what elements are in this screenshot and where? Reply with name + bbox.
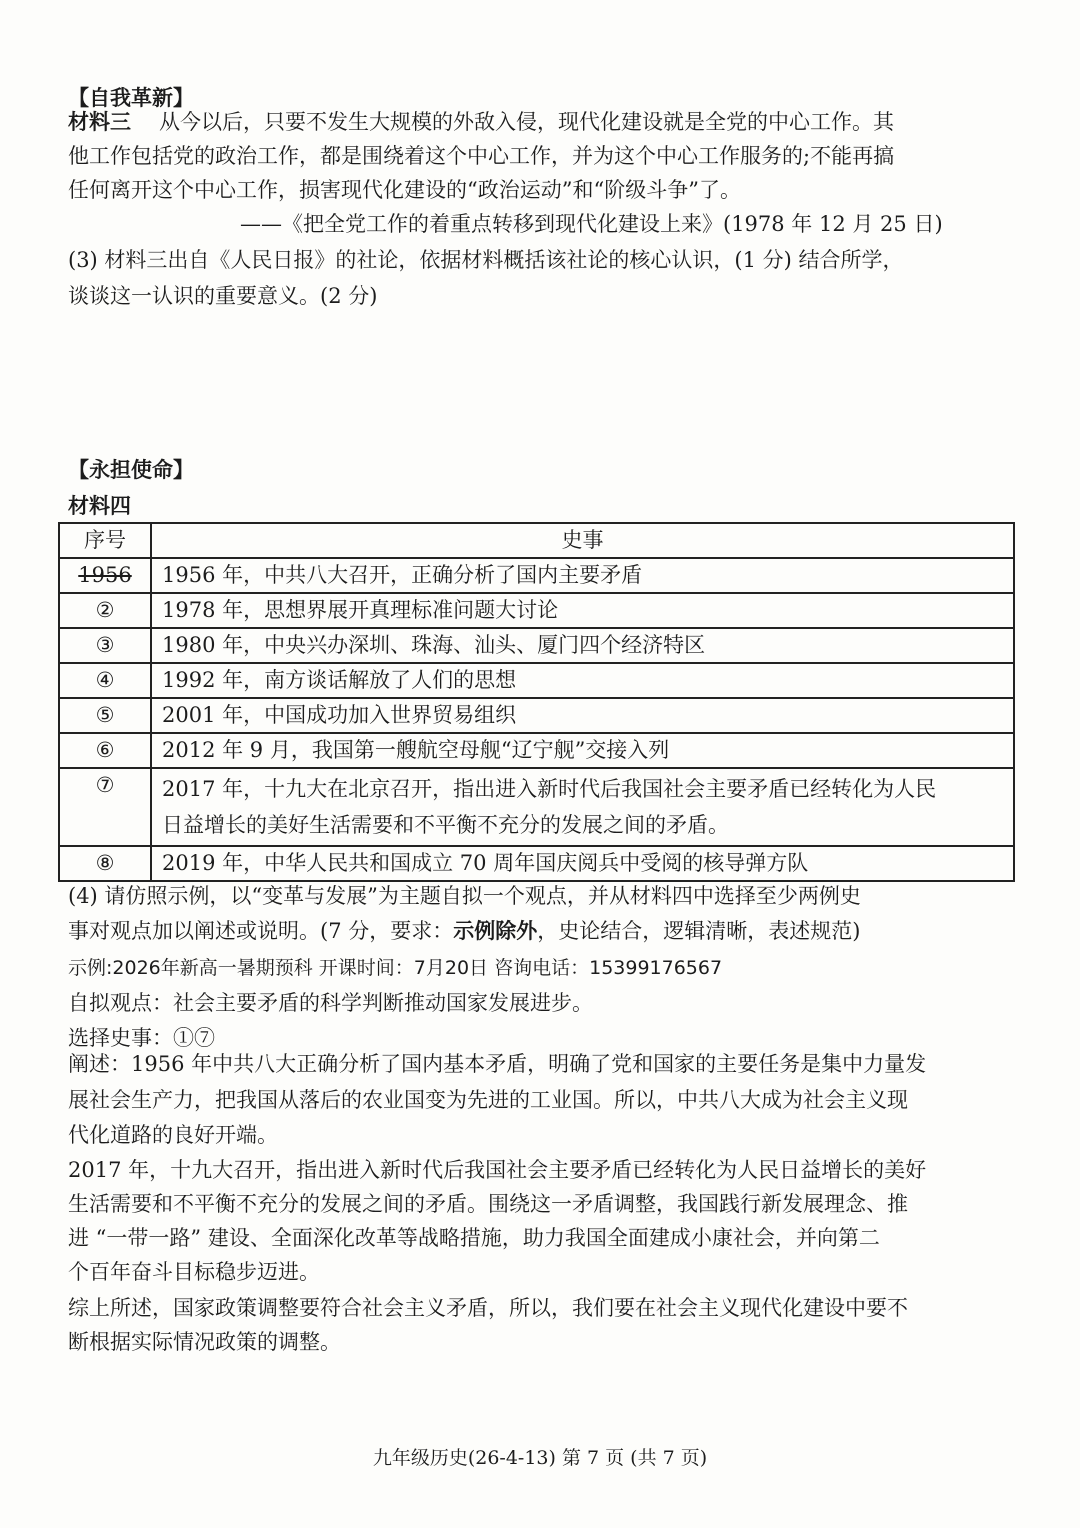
row-event-line-1: 2017 年，十九大在北京召开，指出进入新时代后我国社会主要矛盾已经转化为人民 [162, 777, 937, 801]
row-event: 1992 年，南方谈话解放了人们的思想 [151, 663, 1014, 698]
question-three-line-2: 谈谈这一认识的重要意义。(2 分) [68, 284, 378, 308]
row-number: ⑦ [59, 768, 151, 846]
essay-line: 生活需要和不平衡不充分的发展之间的矛盾。围绕这一矛盾调整，我国践行新发展理念、推 [68, 1192, 908, 1216]
row-event-line-2: 日益增长的美好生活需要和不平衡不充分的发展之间的矛盾。 [162, 813, 729, 837]
history-events-table [58, 522, 1015, 882]
table-row [59, 846, 1014, 881]
table-row [59, 558, 1014, 593]
question-four-line-1: (4) 请仿照示例，以“变革与发展”为主题自拟一个观点，并从材料四中选择至少两例史 [68, 884, 861, 908]
table-row [59, 593, 1014, 628]
row-event: 2019 年，中华人民共和国成立 70 周年国庆阅兵中受阅的核导弹方队 [151, 846, 1014, 881]
row-event: 1978 年，思想界展开真理标准问题大讨论 [151, 593, 1014, 628]
essay-line: 断根据实际情况政策的调整。 [68, 1330, 341, 1354]
question-three-line-1: (3) 材料三出自《人民日报》的社论，依据材料概括该社论的核心认识，(1 分) 结合所学， [68, 248, 904, 272]
column-header-number: 序号 [59, 523, 151, 558]
page-footer: 九年级历史(26-4-13) 第 7 页 (共 7 页) [372, 1447, 708, 1469]
essay-line: 2017 年，十九大召开，指出进入新时代后我国社会主要矛盾已经转化为人民日益增长的美好 [68, 1158, 927, 1182]
row-number: ④ [59, 663, 151, 698]
section-heading-mission: 【永担使命】 [68, 457, 194, 482]
row-number: ⑤ [59, 698, 151, 733]
essay-line: 阐述：1956 年中共八大正确分析了国内基本矛盾，明确了党和国家的主要任务是集中力量发 [68, 1052, 927, 1076]
column-header-event: 史事 [151, 523, 1014, 558]
row-event: 1956 年，中共八大召开，正确分析了国内主要矛盾 [151, 558, 1014, 593]
material-three-citation: ——《把全党工作的着重点转移到现代化建设上来》(1978 年 12 月 25 日) [240, 212, 943, 236]
row-event: 2012 年 9 月，我国第一艘航空母舰“辽宁舰”交接入列 [151, 733, 1014, 768]
question-four-emphasis: 示例除外 [453, 918, 538, 943]
row-number: ⑥ [59, 733, 151, 768]
essay-line: 个百年奋斗目标稳步迈进。 [68, 1260, 320, 1284]
material-three-line-1 [68, 104, 1013, 140]
essay-line: 代化道路的良好开端。 [68, 1123, 278, 1147]
row-number: 1956 [59, 558, 151, 593]
essay-line: 展社会生产力，把我国从落后的农业国变为先进的工业国。所以，中共八大成为社会主义现 [68, 1088, 908, 1112]
material-three-line-2: 他工作包括党的政治工作，都是围绕着这个中心工作，并为这个中心工作服务的;不能再搞 [68, 144, 895, 168]
table-row [59, 698, 1014, 733]
table-row [59, 768, 1014, 846]
selected-events-line: 选择史事：①⑦ [68, 1026, 215, 1050]
table-row [59, 733, 1014, 768]
material-three-label: 材料三 [68, 109, 131, 134]
promo-line: 示例:2026年新高一暑期预科 开课时间：7月20日 咨询电话：15399176567 [68, 957, 723, 979]
material-three-text: 从今以后，只要不发生大规模的外敌入侵，现代化建设就是全党的中心工作。其 [159, 110, 894, 134]
section-heading-self-reform: 【自我革新】 [68, 85, 194, 110]
essay-line: 综上所述，国家政策调整要符合社会主义矛盾，所以，我们要在社会主义现代化建设中要不 [68, 1296, 908, 1320]
row-event [151, 768, 1014, 846]
question-four-line-2 [68, 913, 1013, 949]
row-event: 2001 年，中国成功加入世界贸易组织 [151, 698, 1014, 733]
material-four-label: 材料四 [68, 493, 131, 518]
material-three-line-3: 任何离开这个中心工作，损害现代化建设的“政治运动”和“阶级斗争”了。 [68, 178, 741, 202]
table-row [59, 628, 1014, 663]
table-header-row [59, 523, 1014, 558]
viewpoint-line: 自拟观点：社会主要矛盾的科学判断推动国家发展进步。 [68, 991, 593, 1015]
question-four-text-b: ，史论结合，逻辑清晰，表述规范) [537, 919, 861, 943]
table-row [59, 663, 1014, 698]
row-event: 1980 年，中央兴办深圳、珠海、汕头、厦门四个经济特区 [151, 628, 1014, 663]
essay-line: 进 “一带一路” 建设、全面深化改革等战略措施，助力我国全面建成小康社会，并向第二 [68, 1226, 880, 1250]
row-number: ② [59, 593, 151, 628]
row-number: ⑧ [59, 846, 151, 881]
row-number: ③ [59, 628, 151, 663]
question-four-text-a: 事对观点加以阐述或说明。(7 分，要求： [68, 919, 454, 943]
